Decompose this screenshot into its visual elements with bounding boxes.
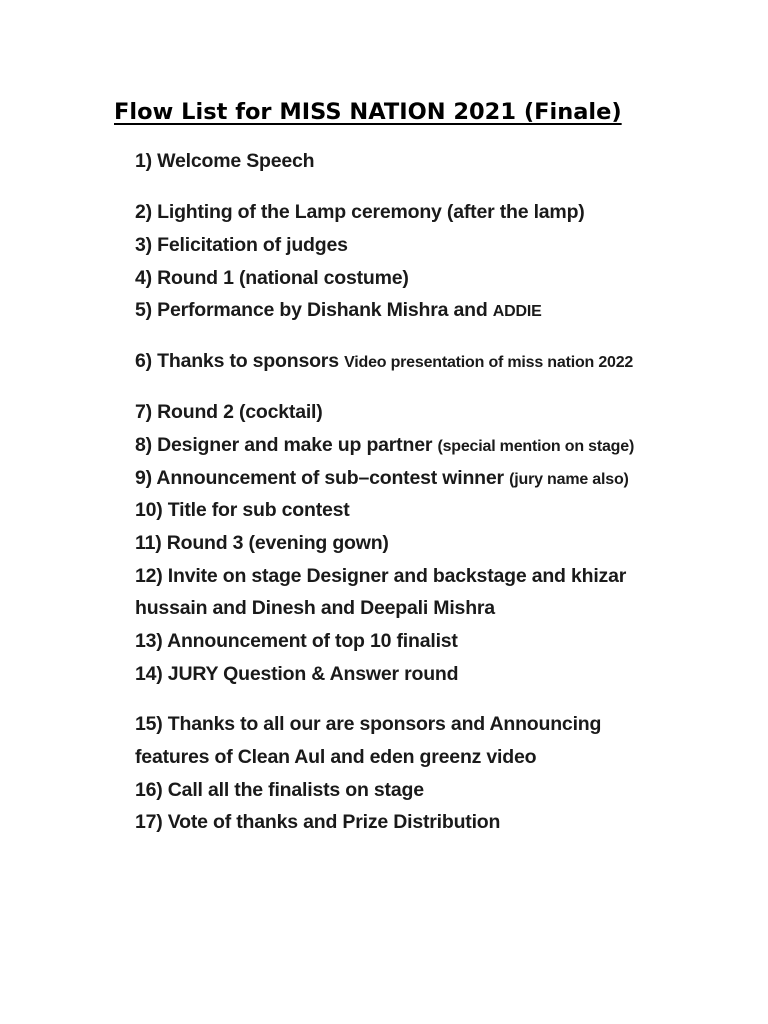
item-note: ADDIE	[492, 303, 542, 320]
list-item: 14) JURY Question & Answer round	[135, 663, 459, 685]
list-item: 16) Call all the finalists on stage	[135, 779, 424, 801]
item-note: (special mention on stage)	[437, 438, 635, 455]
list-item: 11) Round 3 (evening gown)	[135, 532, 389, 554]
list-item: 7) Round 2 (cocktail)	[135, 401, 323, 423]
list-item: 3) Felicitation of judges	[135, 234, 348, 256]
list-item: 12) Invite on stage Designer and backstage and khizar	[135, 565, 627, 587]
list-item: 8) Designer and make up partner (special mention on stage)	[135, 434, 635, 456]
list-item: 4) Round 1 (national costume)	[135, 267, 409, 289]
list-item: 1) Welcome Speech	[135, 150, 315, 172]
list-item: 17) Vote of thanks and Prize Distribution	[135, 811, 501, 833]
item-note: Video presentation of miss nation 2022	[344, 354, 634, 371]
list-item: 10) Title for sub contest	[135, 499, 350, 521]
item-note: (jury name also)	[509, 471, 629, 488]
list-item: 9) Announcement of sub–contest winner (jury name also)	[135, 467, 629, 489]
list-item: 13) Announcement of top 10 finalist	[135, 630, 458, 652]
list-item: 6) Thanks to sponsors Video presentation of miss nation 2022	[135, 350, 634, 372]
list-item: 2) Lighting of the Lamp ceremony (after the lamp)	[135, 201, 585, 223]
document-title: Flow List for MISS NATION 2021 (Finale)	[114, 99, 622, 125]
list-item-continuation: features of Clean Aul and eden greenz video	[135, 746, 537, 768]
list-item: 15) Thanks to all our are sponsors and Announcing	[135, 713, 602, 735]
list-item-continuation: hussain and Dinesh and Deepali Mishra	[135, 597, 495, 619]
list-item: 5) Performance by Dishank Mishra and ADDIE	[135, 299, 542, 321]
